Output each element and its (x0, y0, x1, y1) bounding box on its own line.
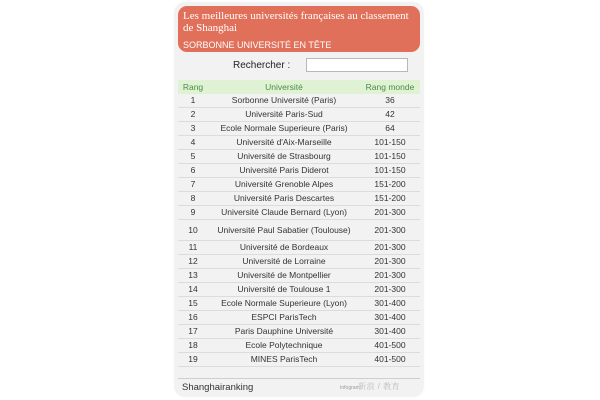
world-rank-cell: 401-500 (360, 353, 420, 367)
world-rank-cell: 201-300 (360, 283, 420, 297)
university-cell: Université Grenoble Alpes (208, 178, 360, 192)
table-row (178, 164, 420, 178)
rank-cell: 17 (178, 325, 208, 339)
rank-cell: 5 (178, 150, 208, 164)
card-title: Les meilleures universités françaises au classement de Shanghai (183, 10, 409, 34)
table-header-row (178, 80, 420, 94)
rank-cell: 1 (178, 94, 208, 108)
source-brand: Shanghairanking (182, 382, 254, 393)
university-cell: Université de Bordeaux (208, 241, 360, 255)
university-cell: Université Paul Sabatier (Toulouse) (208, 220, 360, 241)
university-cell: Université Paris Descartes (208, 192, 360, 206)
university-cell: Université de Montpellier (208, 269, 360, 283)
table-row (178, 192, 420, 206)
world-rank-cell: 42 (360, 108, 420, 122)
university-cell: Ecole Normale Superieure (Paris) (208, 122, 360, 136)
table-row (178, 325, 420, 339)
table-row (178, 122, 420, 136)
table-row (178, 255, 420, 269)
world-rank-cell: 101-150 (360, 150, 420, 164)
table-row (178, 269, 420, 283)
university-cell: Paris Dauphine Université (208, 325, 360, 339)
world-rank-cell: 64 (360, 122, 420, 136)
university-cell: Université d'Aix-Marseille (208, 136, 360, 150)
search-bar (175, 58, 423, 74)
column-header-world-rank[interactable]: Rang monde (360, 80, 420, 94)
rank-cell: 9 (178, 206, 208, 220)
world-rank-cell: 201-300 (360, 241, 420, 255)
rank-cell: 18 (178, 339, 208, 353)
university-cell: Université de Lorraine (208, 255, 360, 269)
world-rank-cell: 101-150 (360, 164, 420, 178)
table-row (178, 136, 420, 150)
world-rank-cell: 201-300 (360, 220, 420, 241)
rank-cell: 15 (178, 297, 208, 311)
card-footer (178, 378, 420, 393)
ranking-table (178, 80, 420, 367)
table-row (178, 241, 420, 255)
world-rank-cell: 401-500 (360, 339, 420, 353)
rank-cell: 8 (178, 192, 208, 206)
university-cell: Sorbonne Université (Paris) (208, 94, 360, 108)
world-rank-cell: 301-400 (360, 297, 420, 311)
world-rank-cell: 201-300 (360, 255, 420, 269)
rank-cell: 14 (178, 283, 208, 297)
table-row (178, 311, 420, 325)
world-rank-cell: 201-300 (360, 269, 420, 283)
search-label: Rechercher : (233, 60, 291, 71)
world-rank-cell: 301-400 (360, 325, 420, 339)
rank-cell: 16 (178, 311, 208, 325)
table-body (178, 94, 420, 367)
rank-cell: 3 (178, 122, 208, 136)
watermark: 新浪 / 教育 (358, 382, 401, 391)
university-cell: Université Claude Bernard (Lyon) (208, 206, 360, 220)
table-row (178, 283, 420, 297)
university-cell: Université Paris Diderot (208, 164, 360, 178)
infogram-credit[interactable]: Infogram (340, 385, 360, 391)
world-rank-cell: 101-150 (360, 136, 420, 150)
table-row (178, 353, 420, 367)
rank-cell: 11 (178, 241, 208, 255)
world-rank-cell: 151-200 (360, 178, 420, 192)
world-rank-cell: 301-400 (360, 311, 420, 325)
rank-cell: 12 (178, 255, 208, 269)
table-row (178, 94, 420, 108)
university-cell: Université de Toulouse 1 (208, 283, 360, 297)
table-row (178, 150, 420, 164)
rank-cell: 7 (178, 178, 208, 192)
university-cell: Université Paris-Sud (208, 108, 360, 122)
card-subtitle: SORBONNE UNIVERSITÉ EN TÊTE (183, 40, 332, 50)
world-rank-cell: 151-200 (360, 192, 420, 206)
table-row (178, 206, 420, 220)
university-cell: ESPCI ParisTech (208, 311, 360, 325)
table-row (178, 220, 420, 241)
card-header (178, 6, 420, 52)
university-cell: Université de Strasbourg (208, 150, 360, 164)
university-cell: Ecole Polytechnique (208, 339, 360, 353)
rank-cell: 4 (178, 136, 208, 150)
university-cell: MINES ParisTech (208, 353, 360, 367)
rank-cell: 13 (178, 269, 208, 283)
rank-cell: 19 (178, 353, 208, 367)
column-header-rank[interactable]: Rang (178, 80, 208, 94)
rank-cell: 2 (178, 108, 208, 122)
ranking-card (175, 3, 423, 396)
column-header-university[interactable]: Université (208, 80, 360, 94)
table-row (178, 339, 420, 353)
table-row (178, 108, 420, 122)
world-rank-cell: 201-300 (360, 206, 420, 220)
table-row (178, 178, 420, 192)
rank-cell: 6 (178, 164, 208, 178)
world-rank-cell: 36 (360, 94, 420, 108)
table-row (178, 297, 420, 311)
rank-cell: 10 (178, 220, 208, 241)
search-input[interactable] (306, 58, 408, 72)
university-cell: Ecole Normale Superieure (Lyon) (208, 297, 360, 311)
